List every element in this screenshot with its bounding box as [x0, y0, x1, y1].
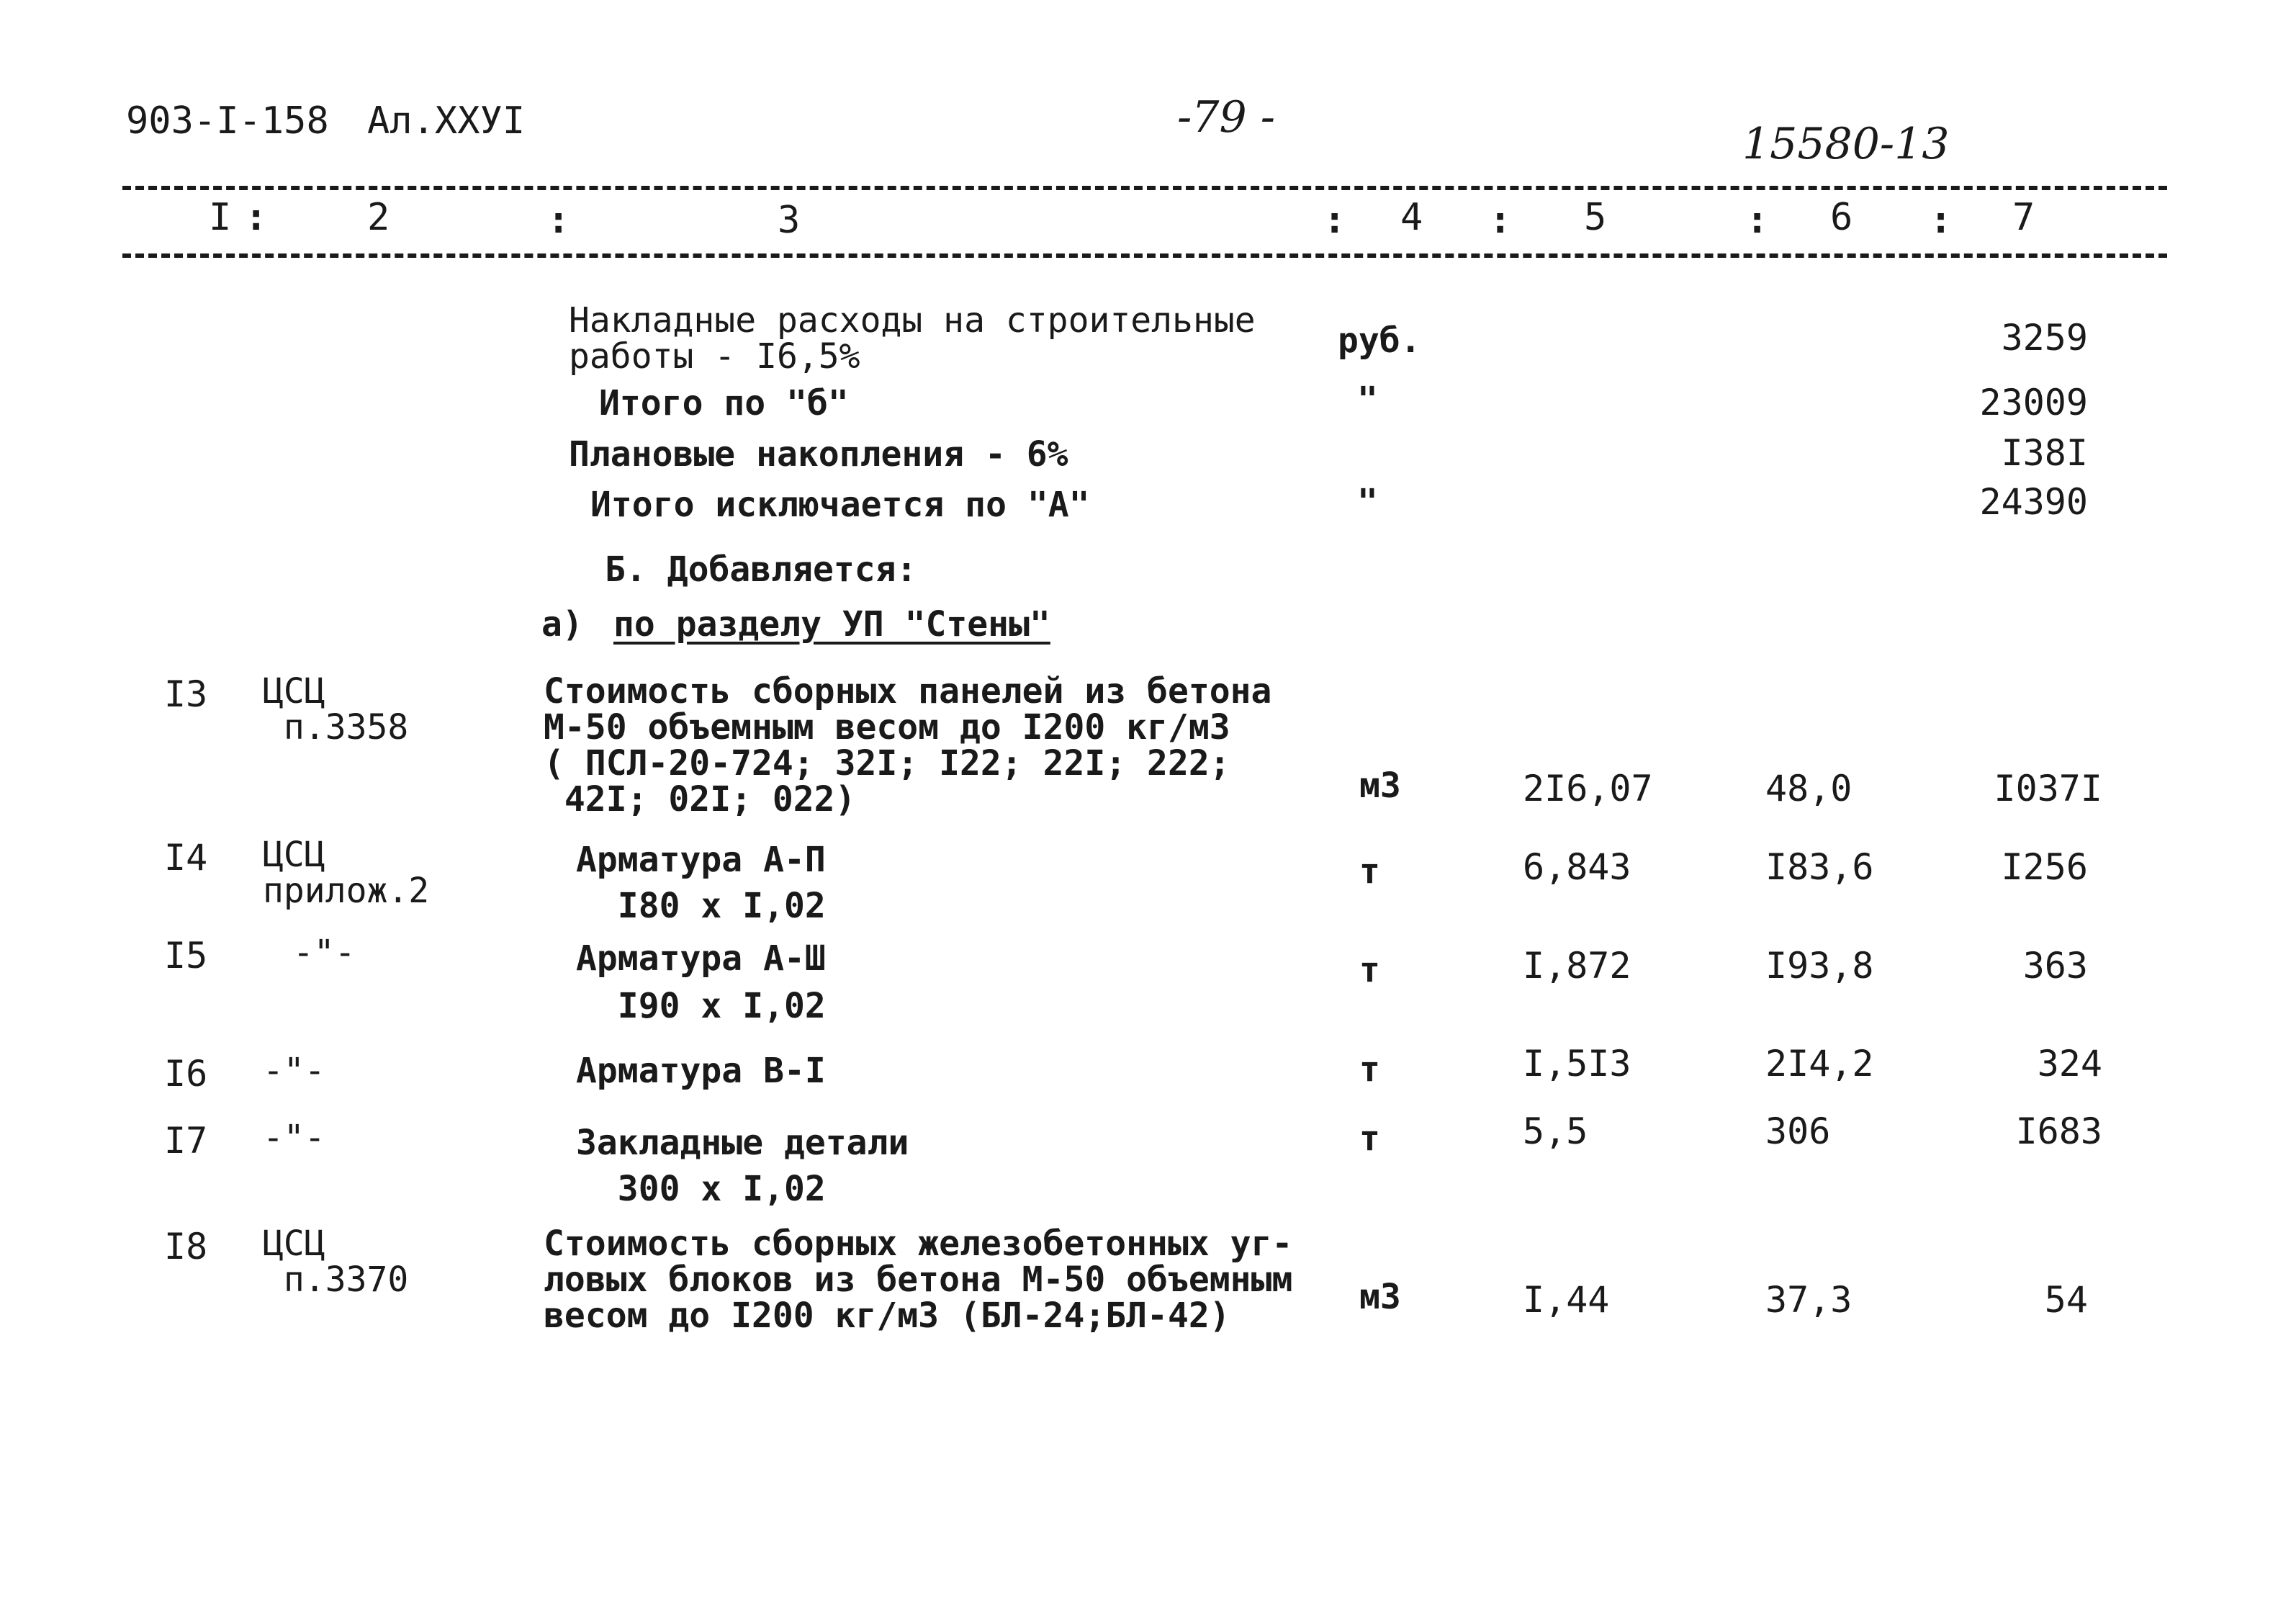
row-total: 54 — [2044, 1279, 2088, 1321]
column-separator: : — [1930, 199, 1953, 242]
row-unit-price: 306 — [1765, 1110, 1831, 1152]
row-unit: т — [1359, 851, 1380, 892]
row-code: -"- — [263, 1118, 325, 1158]
column-separator: : — [1323, 199, 1346, 242]
summary-planned-savings-total: I38I — [2001, 432, 2088, 474]
summary-overhead-total: 3259 — [2001, 317, 2088, 359]
row-unit-price: 48,0 — [1765, 768, 1852, 809]
row-number: I5 — [164, 935, 208, 977]
column-separator: : — [245, 196, 268, 239]
header-top-rule — [122, 186, 2167, 190]
column-number-7: 7 — [2012, 196, 2035, 239]
row-quantity: 2I6,07 — [1523, 768, 1653, 809]
row-unit: т — [1359, 950, 1380, 990]
row-total: 363 — [2022, 945, 2088, 987]
summary-planned-savings-text: Плановые накопления - 6% — [569, 434, 1068, 475]
row-number: I8 — [164, 1226, 208, 1267]
summary-excluded-total-value: 24390 — [1979, 481, 2088, 523]
column-number-5: 5 — [1584, 196, 1607, 239]
row-description: Стоимость сборных панелей из бетона М-50 объемным весом до I200 кг/м3 ( ПСЛ-20-724; 32I; I22; 22I; 222; 42I; 02I; 022) — [544, 671, 1272, 820]
summary-overhead-text: Накладные расходы на строительные работы - I6,5% — [569, 300, 1256, 377]
row-description: Арматура В-I — [576, 1051, 826, 1091]
column-number-6: 6 — [1830, 196, 1853, 239]
column-separator: : — [1746, 199, 1769, 242]
handwritten-reference: 15580-13 — [1742, 119, 1950, 169]
row-unit: т — [1359, 1118, 1380, 1159]
row-description: Стоимость сборных железобетонных уг- ловых блоков из бетона М-50 объемным весом до I200 кг/м3 (БЛ-24;БЛ-42) — [544, 1224, 1293, 1336]
row-unit: м3 — [1359, 1277, 1401, 1317]
row-description: Закладные детали 300 x I,02 — [576, 1123, 909, 1209]
column-number-1: I — [209, 196, 232, 239]
row-unit: м3 — [1359, 766, 1401, 806]
row-description: Арматура А-П I80 x I,02 — [576, 840, 826, 926]
row-unit-price: 37,3 — [1765, 1279, 1852, 1321]
row-total: I683 — [2015, 1110, 2102, 1152]
row-total: 324 — [2037, 1043, 2102, 1085]
row-quantity: I,44 — [1523, 1279, 1610, 1321]
page-number: -79 - — [1177, 92, 1275, 143]
section-b-heading: Б. Добавляется: — [605, 549, 917, 590]
header-bottom-rule — [122, 253, 2167, 258]
row-number: I7 — [164, 1120, 208, 1162]
column-separator: : — [547, 199, 570, 242]
row-unit: т — [1359, 1049, 1380, 1090]
row-quantity: I,5I3 — [1523, 1043, 1631, 1085]
row-total: I256 — [2001, 846, 2088, 888]
column-number-3: 3 — [778, 199, 801, 242]
row-quantity: I,872 — [1523, 945, 1631, 987]
subsection-a-title: по разделу УП "Стены" — [613, 604, 1050, 645]
row-number: I3 — [164, 673, 208, 715]
summary-excluded-total-unit: " — [1357, 482, 1378, 522]
album-number: Ал.XXУI — [367, 99, 526, 143]
column-number-4: 4 — [1400, 196, 1423, 239]
row-unit-price: I93,8 — [1765, 945, 1874, 987]
summary-subtotal-b-total: 23009 — [1979, 382, 2088, 423]
row-quantity: 5,5 — [1523, 1110, 1588, 1152]
row-description: Арматура А-Ш I90 x I,02 — [576, 938, 826, 1026]
doc-code: 903-I-158 — [126, 99, 329, 143]
row-quantity: 6,843 — [1523, 846, 1631, 888]
row-code: ЦСЦ п.3358 — [263, 671, 409, 748]
summary-overhead-unit: руб. — [1338, 320, 1421, 361]
row-code: -"- — [272, 933, 356, 973]
row-code: ЦСЦ прилож.2 — [263, 835, 430, 911]
row-code: -"- — [263, 1051, 325, 1091]
column-separator: : — [1489, 199, 1512, 242]
row-unit-price: I83,6 — [1765, 846, 1874, 888]
row-total: I037I — [1994, 768, 2102, 809]
row-number: I6 — [164, 1053, 208, 1095]
summary-excluded-total-text: Итого исключается по "А" — [590, 485, 1090, 525]
subsection-a-prefix: а) — [541, 604, 583, 645]
row-unit-price: 2I4,2 — [1765, 1043, 1874, 1085]
row-number: I4 — [164, 837, 208, 879]
summary-subtotal-b-text: Итого по "б" — [599, 383, 849, 423]
summary-subtotal-b-unit: " — [1357, 380, 1378, 420]
row-code: ЦСЦ п.3370 — [263, 1224, 409, 1300]
column-number-2: 2 — [367, 196, 390, 239]
